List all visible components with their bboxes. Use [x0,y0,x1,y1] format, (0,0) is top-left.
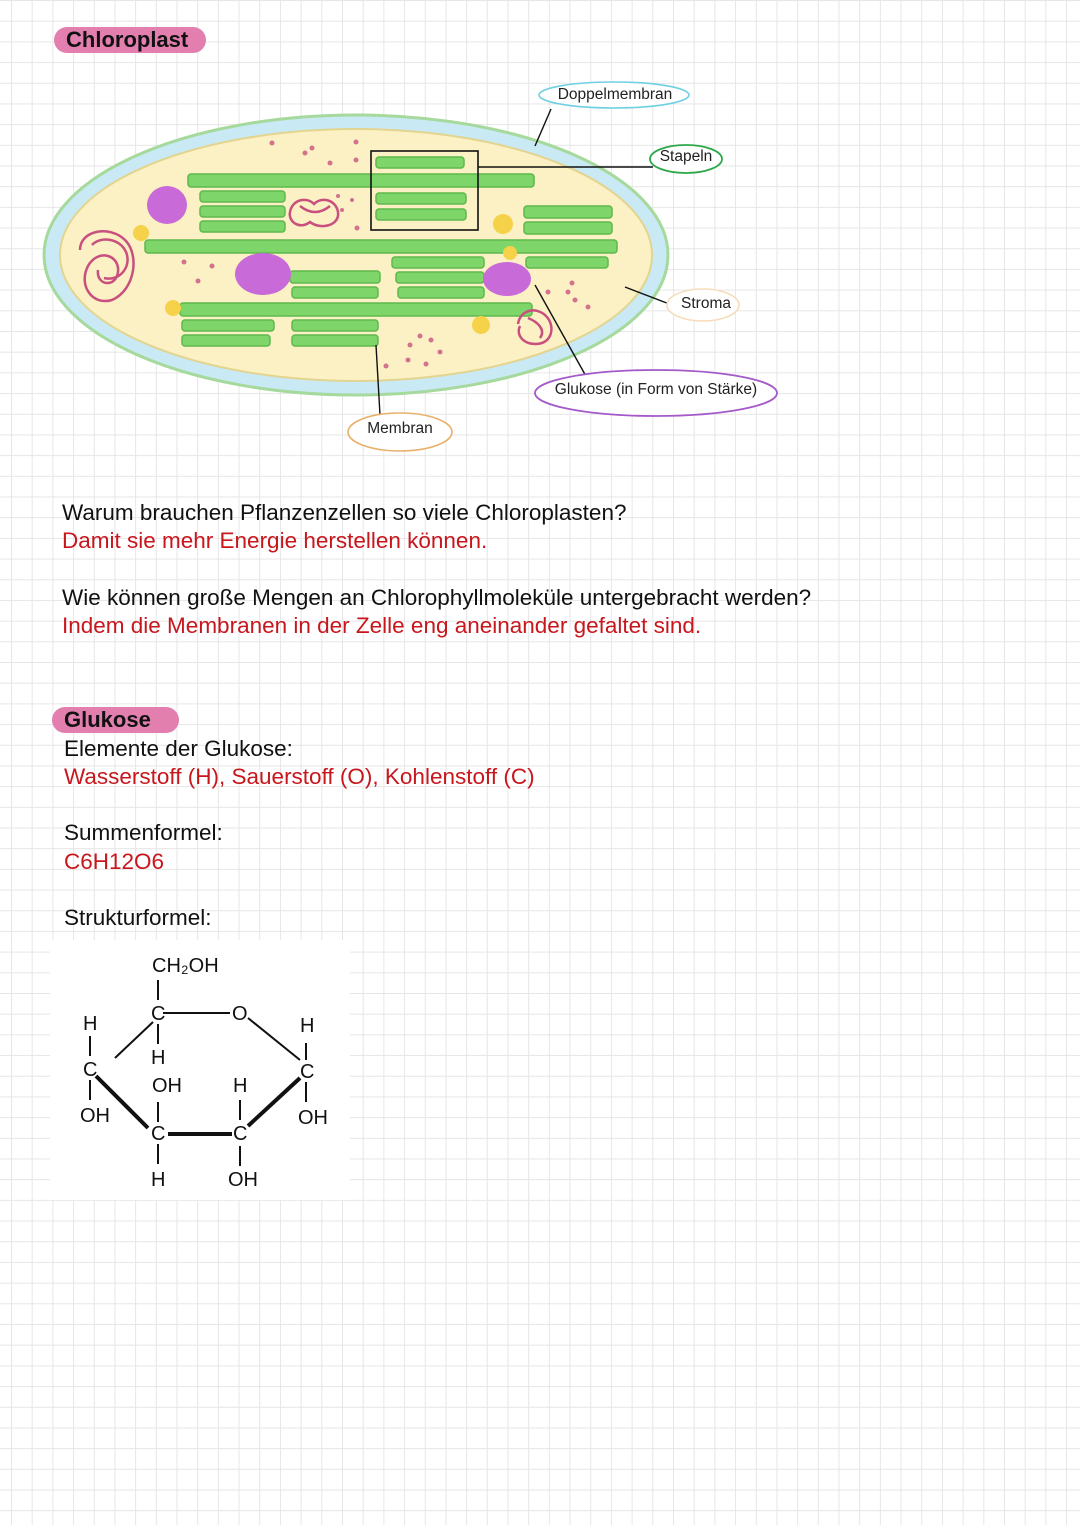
question-1: Warum brauchen Pflanzenzellen so viele Chloroplasten? [62,500,627,525]
h-left-top-text: H [83,1013,98,1035]
question-2: Wie können große Mengen an Chlorophyllmoleküle untergebracht werden? [62,585,812,610]
c-bottom-right-text: C [233,1123,248,1145]
label-glukose-staerke: Glukose (in Form von Stärke) [554,381,758,398]
glukose-heading: Glukose [52,707,179,733]
sum-formula-label: Summenformel: [64,820,223,845]
elements-value: Wasserstoff (H), Sauerstoff (O), Kohlenstoff (C) [64,764,535,789]
elements-label: Elemente der Glukose: [64,736,293,761]
ch2oh-text: CH₂OH [152,955,219,977]
label-doppelmembran: Doppelmembran [557,86,673,103]
c1-text: C [151,1003,166,1025]
c-bottom-left-text: C [151,1123,166,1145]
h-right-top-text: H [300,1015,315,1037]
h-inner-text: H [151,1047,166,1069]
answer-1: Damit sie mehr Energie herstellen können. [62,528,488,553]
structure-formula-label: Strukturformel: [64,905,212,930]
h-inner-right-text: H [233,1075,248,1097]
c-left-text: C [83,1059,98,1081]
oh-inner-text: OH [152,1075,182,1097]
label-membran: Membran [367,420,433,437]
chloroplast-heading: Chloroplast [54,27,206,53]
ring-oxygen-text: O [232,1003,248,1025]
c-right-text: C [300,1061,315,1083]
oh-left-text: OH [80,1105,110,1127]
glucose-structure [50,940,350,1200]
answer-2: Indem die Membranen in der Zelle eng aneinander gefaltet sind. [62,613,702,638]
label-stapeln: Stapeln [659,148,713,165]
oh-right-text: OH [298,1107,328,1129]
h-bottom-text: H [151,1169,166,1191]
chloroplast-diagram [0,60,1080,460]
label-stroma: Stroma [681,295,731,312]
sum-formula-value: C6H12O6 [64,849,165,874]
oh-bottom-text: OH [228,1169,258,1191]
